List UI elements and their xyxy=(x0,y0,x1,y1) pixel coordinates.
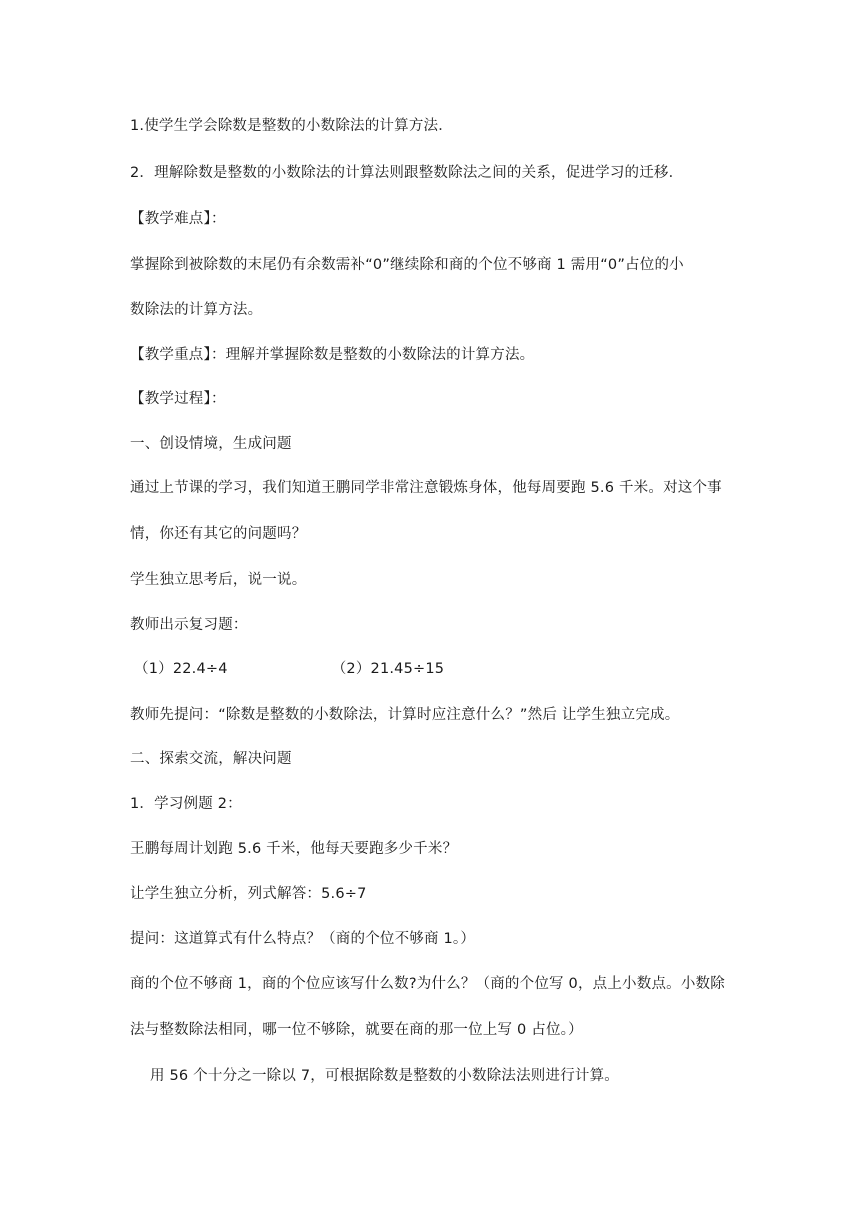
heading-process: 【教学过程】： xyxy=(130,391,226,407)
example-question: 提问：这道算式有什么特点？（商的个位不够商 1。） xyxy=(130,931,476,947)
example-method: 用 56 个十分之一除以 7，可根据除数是整数的小数除法法则进行计算。 xyxy=(150,1068,620,1084)
difficulty-text-line-1: 掌握除到被除数的末尾仍有余数需补“0”继续除和商的个位不够商 1 需用“0”占位的小 xyxy=(130,257,684,273)
section-1-title: 一、创设情境，生成问题 xyxy=(130,436,292,452)
teacher-question: 教师先提问：“除数是整数的小数除法，计算时应注意什么？”然后 让学生独立完成。 xyxy=(130,707,680,723)
heading-key-point: 【教学重点】：理解并掌握除数是整数的小数除法的计算方法。 xyxy=(130,347,535,363)
objective-2: 2．理解除数是整数的小数除法的计算法则跟整数除法之间的关系，促进学习的迁移． xyxy=(130,165,684,181)
example-problem: 王鹏每周计划跑 5.6 千米，他每天要跑多少千米？ xyxy=(130,841,458,857)
review-problem-2: （2）21.45÷15 xyxy=(331,661,445,677)
objective-1: 1.使学生学会除数是整数的小数除法的计算方法． xyxy=(130,118,453,134)
example-analysis: 让学生独立分析，列式解答：5.6÷7 xyxy=(130,886,367,902)
example-explanation-line-2: 法与整数除法相同，哪一位不够除，就要在商的那一位上写 0 占位。） xyxy=(130,1022,583,1038)
intro-text-line-2: 情，你还有其它的问题吗？ xyxy=(130,526,307,542)
review-problem-1: （1）22.4÷4 xyxy=(134,661,228,677)
heading-difficulty: 【教学难点】： xyxy=(130,211,226,227)
example-explanation-line-1: 商的个位不够商 1，商的个位应该写什么数?为什么？（商的个位写 0，点上小数点。小数除 xyxy=(130,976,725,992)
review-heading: 教师出示复习题： xyxy=(130,617,248,633)
intro-text-line-1: 通过上节课的学习，我们知道王鹏同学非常注意锻炼身体，他每周要跑 5.6 千米。对这个事 xyxy=(130,480,722,496)
section-2-title: 二、探索交流，解决问题 xyxy=(130,751,292,767)
review-problems xyxy=(134,659,444,679)
difficulty-text-line-2: 数除法的计算方法。 xyxy=(130,302,263,318)
student-think-text: 学生独立思考后，说一说。 xyxy=(130,572,307,588)
example-heading: 1．学习例题 2： xyxy=(130,796,242,812)
